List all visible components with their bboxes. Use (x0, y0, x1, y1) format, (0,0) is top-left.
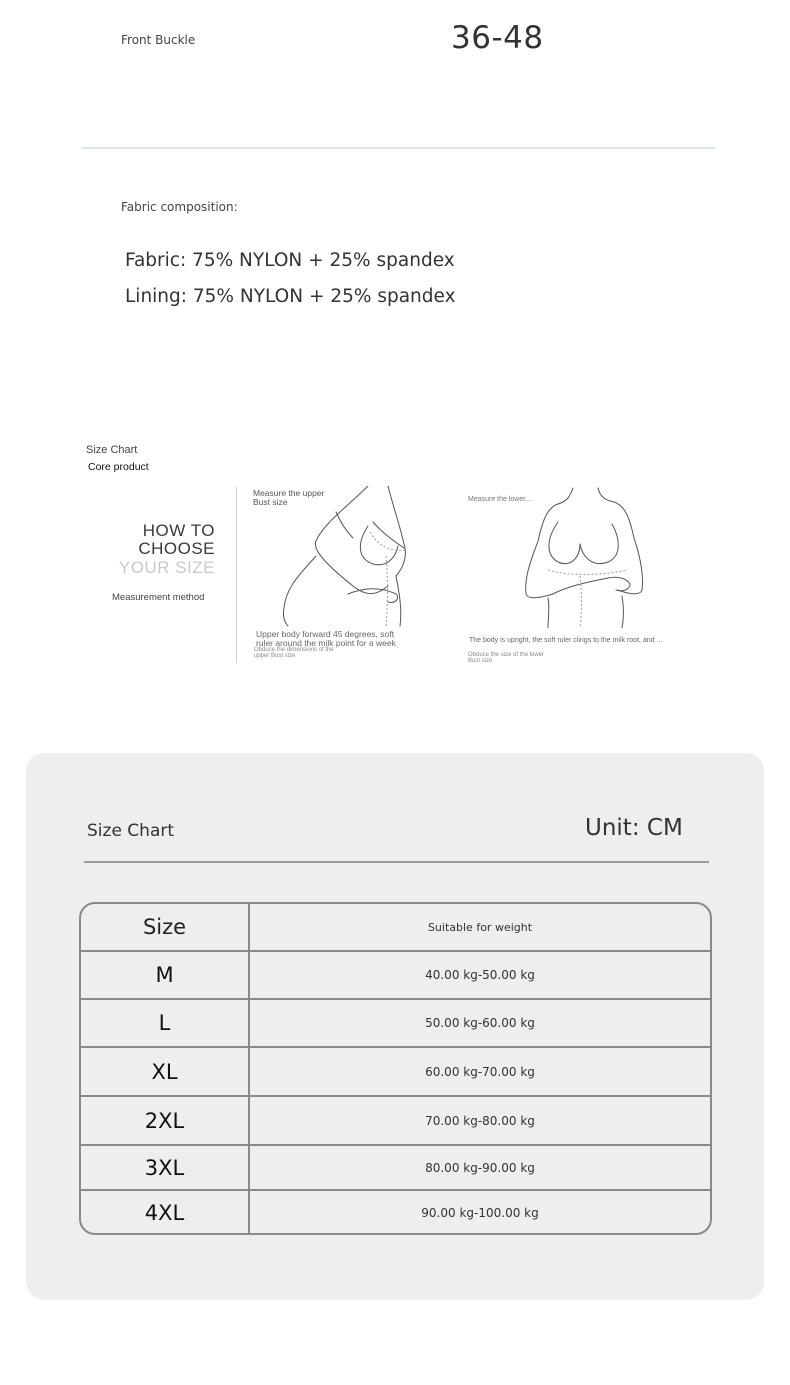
how-to-line-2: CHOOSE (138, 539, 215, 558)
upper-bust-title: Measure the upper Bust size (253, 488, 325, 507)
header-size: Size (81, 904, 250, 950)
size-chart-title: Size Chart (87, 821, 175, 841)
table-row (81, 1144, 710, 1189)
row-weight: 80.00 kg-90.00 kg (425, 1160, 535, 1175)
table-row (81, 1046, 710, 1095)
header-weight: Suitable for weight (427, 920, 533, 934)
lower-bust-note: Obduce the size of the lower Bust size (468, 652, 545, 665)
fabric-heading: Fabric composition: (121, 200, 238, 214)
size-chart-unit: Unit: CM (585, 815, 683, 841)
size-range: 36-48 (451, 20, 544, 56)
upper-bust-note: Obduce the dimensions of the upper Bust size (254, 647, 334, 660)
row-size: 2XL (81, 1097, 250, 1144)
row-size: 4XL (81, 1191, 250, 1235)
measurement-method-label: Measurement method (112, 592, 205, 603)
row-weight: 50.00 kg-60.00 kg (425, 1016, 535, 1030)
row-weight: 60.00 kg-70.00 kg (425, 1064, 535, 1079)
guide-divider (236, 487, 237, 663)
section-divider (81, 147, 715, 149)
upper-bust-description: Upper body forward 45 degrees, soft ruler around the milk point for a week (256, 629, 396, 648)
table-row (81, 1095, 710, 1144)
fabric-composition: Fabric: 75% NYLON + 25% spandex (125, 250, 455, 271)
row-size: 3XL (81, 1146, 250, 1189)
size-chart-rule (84, 861, 709, 863)
closure-label: Front Buckle (121, 33, 196, 47)
row-size: L (81, 1000, 250, 1046)
table-row (81, 950, 710, 998)
table-row (81, 1189, 710, 1235)
guide-title: Size Chart (86, 444, 138, 456)
how-to-line-1: HOW TO (142, 521, 215, 540)
how-to-line-3: YOUR SIZE (118, 558, 215, 577)
table-header-row (81, 904, 710, 950)
table-row (81, 998, 710, 1046)
upper-bust-illustration (278, 486, 413, 628)
size-table (79, 902, 712, 1235)
lower-bust-description: The body is upright, the soft ruler clings to the milk root, and ... (469, 637, 663, 644)
lower-bust-illustration (518, 486, 648, 628)
row-weight: 70.00 kg-80.00 kg (425, 1113, 535, 1128)
lower-bust-title: Measure the lower... (468, 496, 532, 503)
lining-composition: Lining: 75% NYLON + 25% spandex (125, 286, 456, 307)
guide-subtitle: Core product (88, 461, 149, 473)
row-size: XL (81, 1048, 250, 1095)
row-size: M (81, 952, 250, 998)
row-weight: 90.00 kg-100.00 kg (421, 1206, 539, 1220)
row-weight: 40.00 kg-50.00 kg (425, 968, 535, 982)
